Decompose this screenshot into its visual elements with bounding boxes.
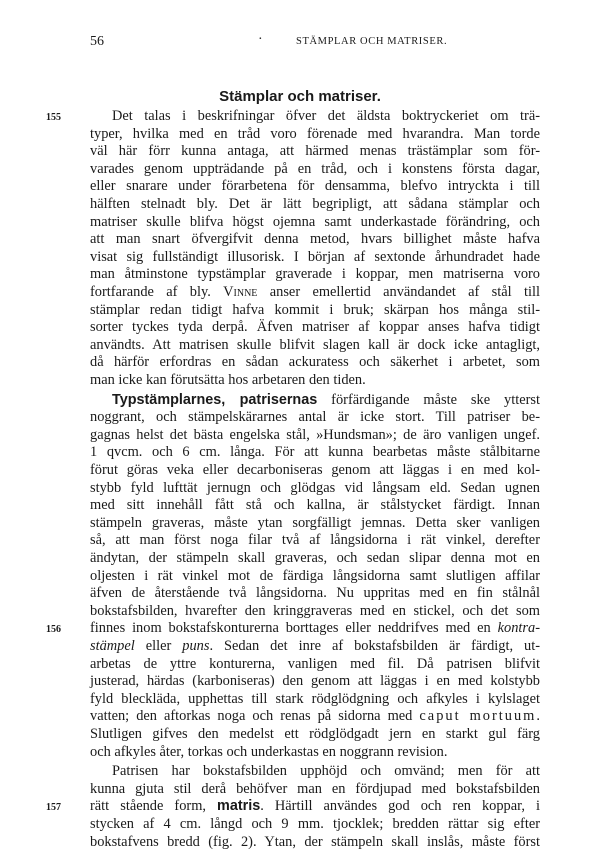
text-line: bokstafsbilden, hvarefter den kringgraveras med en stickel, och det som: [90, 602, 540, 619]
italic-term: puns: [182, 638, 210, 654]
text-line: typer, hvilka med en tråd voro förenade med hvarandra. Man torde: [90, 125, 540, 142]
spaced-term: caput mortuum: [419, 708, 537, 725]
italic-term: kontra-: [497, 620, 540, 637]
text-line: varades genom uppträdande på en tråd, och i konstens första dagar,: [90, 160, 540, 177]
text-line: hälften stelnadt bly. Det är lätt begripligt, att sådana stämplar och: [90, 196, 540, 212]
text-line: att man snart öfvergifvit denna metod, hvars billighet måste hafva: [90, 231, 540, 248]
text-line: man åtminstone typstämplar graverade i koppar, men matriserna voro: [90, 266, 540, 283]
text-line: användts. Att matrisen skulle blifvit slagen kall är dock icke antagligt,: [90, 336, 540, 353]
text-line: stämpeln graveras, måste ytan sorgfälligt jemnas. Detta sker vanligen: [90, 514, 540, 531]
header-dot: ·: [258, 32, 263, 47]
text-line: förut göras veka eller decarboniseras genom att läggas i en med kol-: [90, 462, 540, 478]
text-line: visat sig fullständigt illusorisk. I början af sextonde århundradet hade: [90, 248, 540, 265]
text-line: stämplar redan tidigt hafva kommit i bruk; skärpan hos många stil-: [90, 301, 540, 318]
text-line: så, att man först noga filar två af långsidorna i rät vinkel, derefter: [90, 532, 540, 549]
text-line: man icke kan förutsätta hos arbetaren den tiden.: [90, 372, 366, 388]
margin-number: 155: [46, 112, 61, 123]
section-title: Stämplar och matriser.: [219, 88, 381, 105]
page-number: 56: [90, 34, 104, 49]
text-line: rätt stående form, matris. Härtill användes god och ren koppar, i: [90, 798, 540, 815]
text-line: bokstafvens bredd (fig. 2). Ytan, der stämpeln skall inslås, måste först: [90, 833, 540, 850]
text-line: då härför erfordras en sådan ackuratess och säkerhet i arbetet, som: [90, 354, 540, 371]
text-line: Det talas i beskrifningar öfver det äldsta boktryckeriet om trä-: [112, 108, 540, 124]
text-line: och afkyles åter, torkas och underkastas en noggrann revision.: [90, 743, 448, 760]
text-line: Typstämplarnes, patrisernas förfärdigande måste ske ytterst: [112, 391, 540, 408]
text-line: finnes inom bokstafskonturerna borttages eller neddrifves med en kontra-: [90, 620, 540, 637]
text-line: justerad, härdas (karboniseras) den genom att läggas i en med kolstybb: [90, 673, 540, 690]
bold-term: matris: [217, 798, 261, 815]
bold-term: Typstämplarnes, patrisernas: [112, 391, 318, 408]
running-title: STÄMPLAR OCH MATRISER.: [296, 36, 448, 47]
text-line: stämpel eller puns. Sedan det inre af bokstafsbilden är färdigt, ut-: [90, 638, 540, 654]
text-line: ändytan, der stämpeln skall graveras, och sedan slipar denna mot en: [90, 550, 540, 566]
text-line: Slutligen gifves den medelst ett rödglödgadt jern en starkt gul färg: [90, 726, 540, 742]
text-line: noggrant, och stämpelskärarnes antal är icke stort. Till patriser be-: [90, 409, 540, 426]
text-line: väl här förr kunna antaga, att härmed menas trästämplar som för-: [90, 143, 540, 160]
text-line: fortfarande af bly. Vinne anser emellertid användandet af stål till: [90, 284, 540, 300]
text-line: gagnas helst det bästa engelska stål, »Hundsman»; de äro vanligen ungef.: [90, 426, 540, 443]
text-line: matriser skulle blifva högst ojemna samt underkastade förändring, och: [90, 213, 540, 230]
text-line: oljesten i rät vinkel mot de färdiga långsidorna samt slutligen affilar: [90, 567, 540, 584]
text-line: 1 qvcm. och 6 cm. långa. För att kunna bearbetas måste stålbitarne: [90, 444, 540, 461]
margin-number: 156: [46, 624, 61, 636]
text-line: Patrisen har bokstafsbilden upphöjd och omvänd; men för att: [112, 763, 540, 780]
author-name: Vinne: [223, 284, 258, 300]
italic-term: stämpel: [90, 638, 135, 654]
text-line: arbetas de yttre konturerna, vanligen med fil. Då patrisen blifvit: [90, 655, 540, 672]
running-head: [72, 34, 570, 50]
text-line: kunna gjuta stil derå behöfver man en fördjupad med bokstafsbilden: [90, 780, 540, 797]
text-line: sorter tyckes tyda derpå. Äfven matriser af koppar anses hafva tidigt: [90, 319, 540, 336]
text-line: med sitt innehåll fått stå och kallna, är stålstycket färdigt. Innan: [90, 497, 540, 514]
text-line: stybb fyld lufttät jernugn och glödgas vid långsam eld. Sedan ugnen: [90, 479, 540, 496]
text-line: stycken af 4 cm. långd och 9 mm. tjocklek; bredden rättar sig efter: [90, 816, 540, 832]
text-line: äfven de återstående två långsidorna. Nu uppritas med en fin stålnål: [90, 585, 540, 602]
text-line: vatten; den aftorkas noga och renas på sidorna med caput mortuum.: [90, 708, 540, 725]
text-line: fyld bleckläda, upphettas till stark rödglödgning och afkyles i kylslaget: [90, 690, 540, 707]
margin-number: 157: [46, 802, 61, 814]
text-line: eller snarare under förarbetena för densamma, blefvo intryckta i till: [90, 178, 540, 195]
